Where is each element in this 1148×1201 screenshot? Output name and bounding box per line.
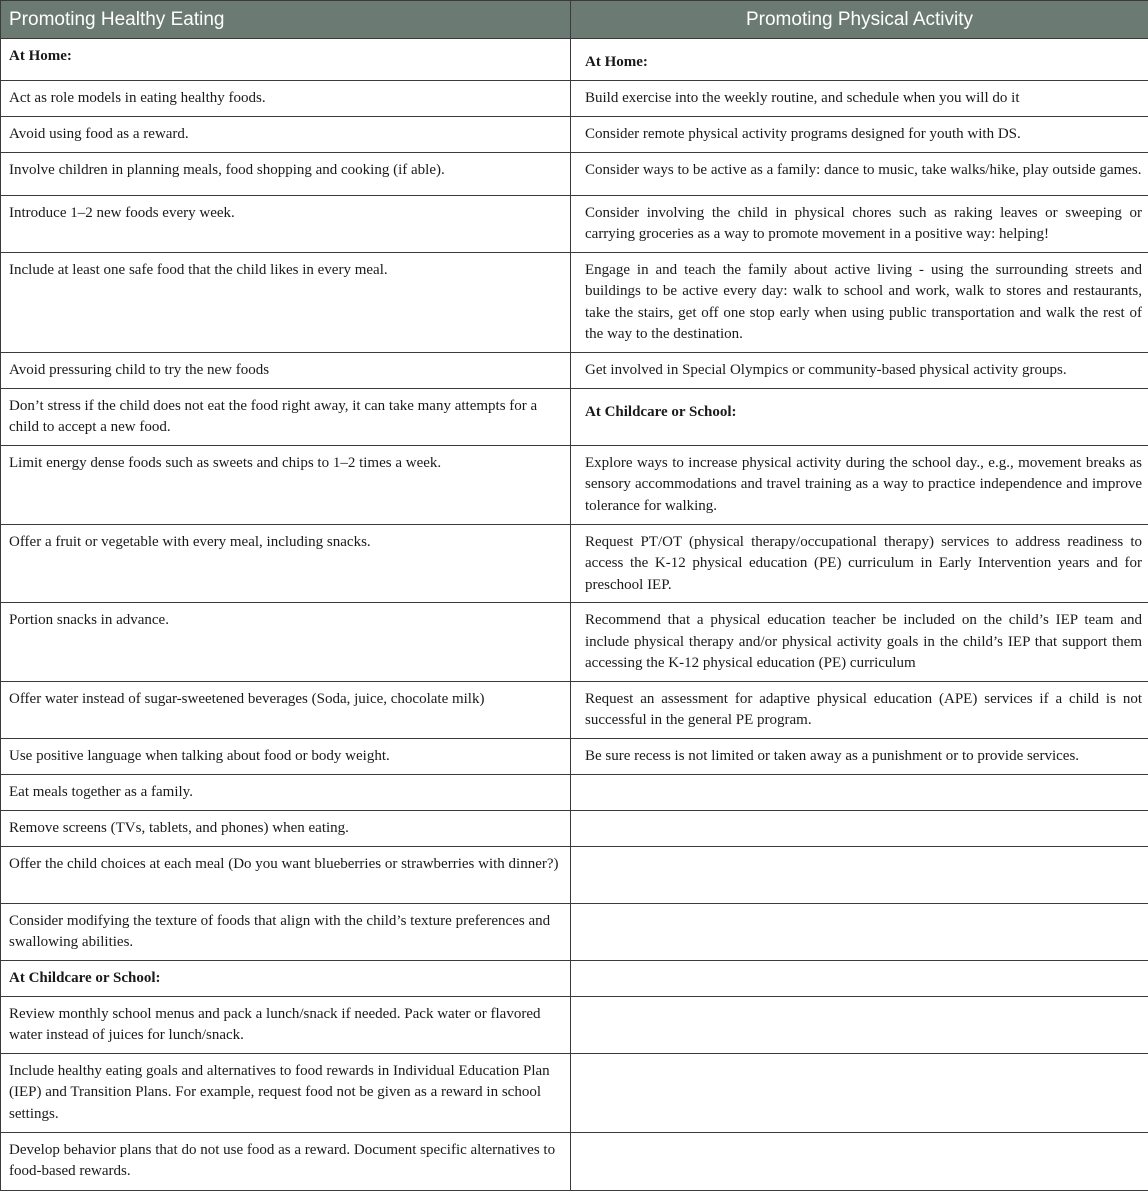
healthy-eating-cell xyxy=(1,80,571,116)
cell-text: Avoid pressuring child to try the new foods xyxy=(9,361,270,378)
cell-text: Portion snacks in advance. xyxy=(9,612,169,628)
table-row xyxy=(1,846,1148,903)
section-heading: At Home: xyxy=(585,54,648,70)
physical-activity-cell xyxy=(571,152,1148,195)
physical-activity-cell xyxy=(571,80,1148,116)
table-row xyxy=(1,252,1148,352)
physical-activity-cell xyxy=(571,388,1148,445)
healthy-eating-cell xyxy=(1,738,571,774)
healthy-eating-cell xyxy=(1,152,571,195)
table-row xyxy=(1,352,1148,388)
table-row xyxy=(1,195,1148,252)
table-row xyxy=(1,810,1148,846)
table-row xyxy=(1,960,1148,996)
cell-text: Consider remote physical activity programs designed for youth with DS. xyxy=(585,125,1021,142)
cell-text: Use positive language when talking about food or body weight. xyxy=(9,747,390,764)
table-row xyxy=(1,1053,1148,1132)
table-row xyxy=(1,681,1148,738)
cell-text: Don’t stress if the child does not eat the food right away, it can take many attempts for a child to accept a new food. xyxy=(9,397,538,435)
physical-activity-cell xyxy=(571,39,1148,81)
table-row xyxy=(1,603,1148,682)
table-row xyxy=(1,152,1148,195)
physical-activity-cell xyxy=(571,603,1148,682)
healthy-eating-cell xyxy=(1,116,571,152)
cell-text: Engage in and teach the family about active living - using the surrounding streets and buildings to be active every day: walk to school and work, walk to stores and restaurants, take the stairs, get off one stop early when using public transportation and walk the rest of the way to the destination. xyxy=(585,261,1142,342)
healthy-eating-cell xyxy=(1,846,571,903)
cell-text: Get involved in Special Olympics or community-based physical activity groups. xyxy=(585,361,1067,378)
cell-text: Offer water instead of sugar-sweetened beverages (Soda, juice, chocolate milk) xyxy=(9,690,485,707)
physical-activity-cell xyxy=(571,774,1148,810)
table-body xyxy=(1,39,1148,1191)
table-row xyxy=(1,903,1148,960)
physical-activity-cell xyxy=(571,738,1148,774)
cell-text: Offer the child choices at each meal (Do you want blueberries or strawberries with dinner?) xyxy=(9,855,559,872)
physical-activity-cell xyxy=(571,681,1148,738)
healthy-eating-cell xyxy=(1,603,571,682)
cell-text: Offer a fruit or vegetable with every meal, including snacks. xyxy=(9,533,371,550)
section-heading: At Home: xyxy=(9,48,72,64)
healthy-eating-cell xyxy=(1,1132,571,1190)
cell-text: Avoid using food as a reward. xyxy=(9,125,189,142)
physical-activity-cell xyxy=(571,1132,1148,1190)
cell-text: Involve children in planning meals, food shopping and cooking (if able). xyxy=(9,161,445,178)
cell-text: Explore ways to increase physical activity during the school day., e.g., movement breaks as sensory accommodations and travel training as a way to practice independence and improve tolerance for walking. xyxy=(585,454,1142,514)
physical-activity-cell xyxy=(571,960,1148,996)
cell-text: Review monthly school menus and pack a lunch/snack if needed. Pack water or flavored water instead of juices for lunch/snack. xyxy=(9,1005,541,1043)
cell-text: Act as role models in eating healthy foods. xyxy=(9,89,266,106)
healthy-eating-cell xyxy=(1,352,571,388)
healthy-eating-cell xyxy=(1,388,571,445)
table-row xyxy=(1,524,1148,603)
healthy-eating-cell xyxy=(1,195,571,252)
table-row xyxy=(1,774,1148,810)
cell-text: Request an assessment for adaptive physical education (APE) services if a child is not successful in the general PE program. xyxy=(585,690,1142,728)
healthy-eating-cell xyxy=(1,39,571,81)
section-heading: At Childcare or School: xyxy=(9,969,161,986)
table-row xyxy=(1,445,1148,524)
physical-activity-cell xyxy=(571,846,1148,903)
header-physical-activity: Promoting Physical Activity xyxy=(571,1,1148,39)
section-heading: At Childcare or School: xyxy=(585,403,737,420)
header-healthy-eating: Promoting Healthy Eating xyxy=(1,1,571,39)
table-row xyxy=(1,1132,1148,1190)
physical-activity-cell xyxy=(571,252,1148,352)
physical-activity-cell xyxy=(571,445,1148,524)
physical-activity-cell xyxy=(571,810,1148,846)
cell-text: Eat meals together as a family. xyxy=(9,783,193,800)
healthy-eating-cell xyxy=(1,681,571,738)
physical-activity-cell xyxy=(571,116,1148,152)
cell-text: Recommend that a physical education teacher be included on the child’s IEP team and include physical therapy and/or physical activity goals in the child’s IEP that support them accessing the K-12 physical education (PE) curriculum xyxy=(585,612,1142,671)
healthy-eating-cell xyxy=(1,810,571,846)
healthy-eating-cell xyxy=(1,903,571,960)
physical-activity-cell xyxy=(571,352,1148,388)
header-row xyxy=(1,1,1148,39)
physical-activity-cell xyxy=(571,996,1148,1053)
physical-activity-cell xyxy=(571,1053,1148,1132)
physical-activity-cell xyxy=(571,195,1148,252)
cell-text: Consider modifying the texture of foods that align with the child’s texture preferences and swallowing abilities. xyxy=(9,912,551,950)
cell-text: Introduce 1–2 new foods every week. xyxy=(9,204,235,221)
table-row xyxy=(1,388,1148,445)
healthy-eating-cell xyxy=(1,524,571,603)
physical-activity-cell xyxy=(571,524,1148,603)
healthy-eating-cell xyxy=(1,445,571,524)
physical-activity-cell xyxy=(571,903,1148,960)
table-row xyxy=(1,39,1148,81)
cell-text: Consider involving the child in physical chores such as raking leaves or sweeping or carrying groceries as a way to promote movement in a positive way: helping! xyxy=(585,204,1142,242)
cell-text: Build exercise into the weekly routine, and schedule when you will do it xyxy=(585,89,1020,106)
cell-text: Develop behavior plans that do not use food as a reward. Document specific alternatives to food-based rewards. xyxy=(9,1141,556,1179)
cell-text: Limit energy dense foods such as sweets and chips to 1–2 times a week. xyxy=(9,454,442,471)
cell-text: Include at least one safe food that the child likes in every meal. xyxy=(9,261,388,278)
healthy-eating-cell xyxy=(1,960,571,996)
table-row xyxy=(1,116,1148,152)
table-row xyxy=(1,80,1148,116)
table-row xyxy=(1,996,1148,1053)
cell-text: Remove screens (TVs, tablets, and phones) when eating. xyxy=(9,819,349,836)
cell-text: Consider ways to be active as a family: dance to music, take walks/hike, play outside games. xyxy=(585,161,1142,178)
cell-text: Request PT/OT (physical therapy/occupational therapy) services to address readiness to access the K-12 physical education (PE) curriculum in Early Intervention years and for preschool IEP. xyxy=(585,533,1142,593)
cell-text: Include healthy eating goals and alternatives to food rewards in Individual Education Plan (IEP) and Transition Plans. For example, request food not be given as a reward in school settings. xyxy=(9,1062,550,1122)
cell-text: Be sure recess is not limited or taken away as a punishment or to provide services. xyxy=(585,747,1080,764)
healthy-eating-cell xyxy=(1,774,571,810)
healthy-eating-cell xyxy=(1,1053,571,1132)
healthy-eating-cell xyxy=(1,252,571,352)
table-row xyxy=(1,738,1148,774)
healthy-eating-cell xyxy=(1,996,571,1053)
